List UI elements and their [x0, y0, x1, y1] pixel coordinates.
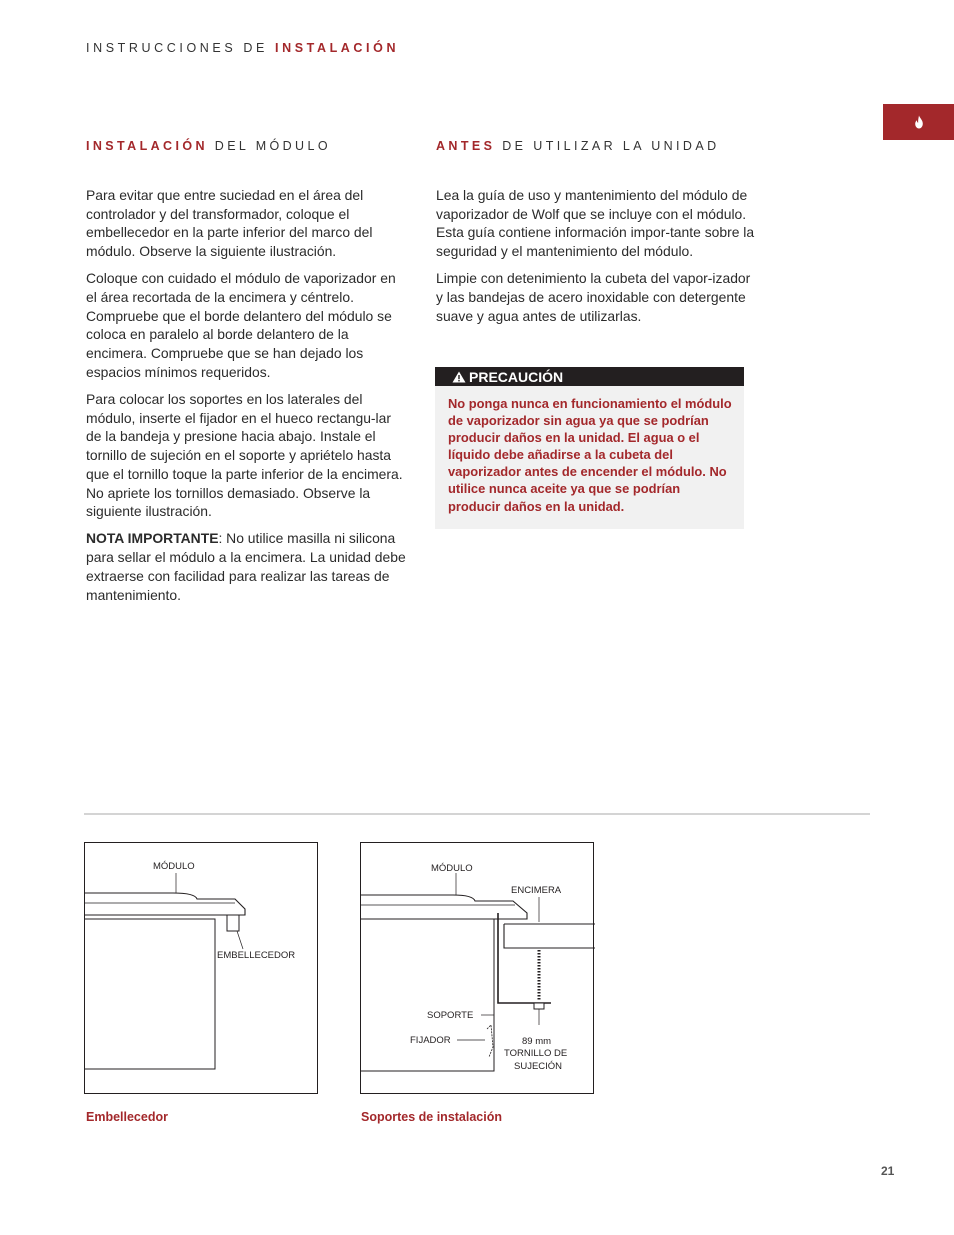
figure-caption-brackets: Soportes de instalación	[361, 1110, 503, 1124]
figure-brackets	[360, 842, 594, 1094]
brackets-illustration	[361, 843, 595, 1095]
caution-box	[435, 367, 744, 529]
header-accent: INSTALACIÓN	[275, 41, 400, 55]
right-paragraph-1: Lea la guía de uso y mantenimiento del módulo de vaporizador de Wolf que se incluye con el módulo. Esta guía contiene información impor-tante sobre la seguridad y el mantenimiento del módulo.	[436, 187, 755, 260]
caution-text: No ponga nunca en funcionamiento el módulo de vaporizador sin agua ya que se podrían producir daños en la unidad. El agua o el líquido debe añadirse a la cubeta del vaporizador antes de encender el módulo. No utilice nunca aceite ya que se podrían producir daños en la unidad.	[448, 396, 732, 514]
label-dimension: 89 mm	[522, 1036, 552, 1047]
label-trim: EMBELLECEDOR	[217, 950, 296, 961]
label-fastener: FIJADOR	[410, 1035, 451, 1046]
right-column	[436, 186, 756, 334]
label-screw-line1: TORNILLO DE	[504, 1048, 568, 1059]
label-screw-line2: SUJECIÓN	[514, 1061, 563, 1072]
left-paragraph-1: Para evitar que entre suciedad en el área del controlador y del transformador, coloque el embellecedor en la parte inferior del marco del módulo. Observe la siguiente ilustración.	[86, 187, 373, 260]
important-note	[86, 529, 406, 604]
left-paragraph-3: Para colocar los soportes en los laterales del módulo, inserte el fijador en el hueco rectangu-lar de la bandeja y presione hacia abajo. Instale el tornillo de sujeción en el soporte y apriételo hasta que el tornillo toque la parte inferior de la encimera. No apriete los tornillos demasiado. Observe la siguiente ilustración.	[86, 391, 403, 520]
figure-caption-trim: Embellecedor	[86, 1110, 168, 1124]
section-divider	[84, 813, 870, 815]
label-module: MÓDULO	[431, 863, 473, 874]
header-prefix: INSTRUCCIONES DE	[86, 41, 275, 55]
label-bracket: SOPORTE	[427, 1010, 474, 1021]
left-column	[86, 186, 406, 613]
label-module: MÓDULO	[153, 861, 195, 872]
right-title-rest: DE UTILIZAR LA UNIDAD	[495, 139, 720, 153]
left-title-rest: DEL MÓDULO	[207, 139, 331, 153]
right-section-title	[436, 139, 720, 153]
left-title-accent: INSTALACIÓN	[86, 139, 208, 153]
figure-trim	[84, 842, 318, 1094]
caution-label: PRECAUCIÓN	[469, 368, 564, 385]
left-section-title	[86, 139, 331, 153]
note-text: : No utilice masilla ni silicona para sellar el módulo a la encimera. La unidad debe extraerse con facilidad para realizar las tareas de mantenimiento.	[86, 530, 406, 603]
trim-illustration	[85, 843, 319, 1095]
note-lead: NOTA IMPORTANTE	[86, 530, 219, 547]
running-header	[86, 41, 399, 55]
section-tab	[883, 104, 954, 140]
right-paragraph-2: Limpie con detenimiento la cubeta del vapor-izador y las bandejas de acero inoxidable con detergente suave y agua antes de utilizarlas.	[436, 270, 751, 324]
caution-header	[435, 367, 744, 386]
right-title-accent: ANTES	[436, 139, 496, 153]
left-paragraph-2: Coloque con cuidado el módulo de vaporizador en el área recortada de la encimera y céntrelo. Compruebe que el borde delantero del módulo se coloca en paralelo al borde delantero de la encimera. Compruebe que se han dejado los espacios mínimos requeridos.	[86, 270, 396, 380]
flame-icon	[913, 115, 925, 129]
page-number: 21	[881, 1164, 895, 1178]
warning-icon	[452, 371, 466, 383]
label-countertop: ENCIMERA	[511, 885, 562, 896]
